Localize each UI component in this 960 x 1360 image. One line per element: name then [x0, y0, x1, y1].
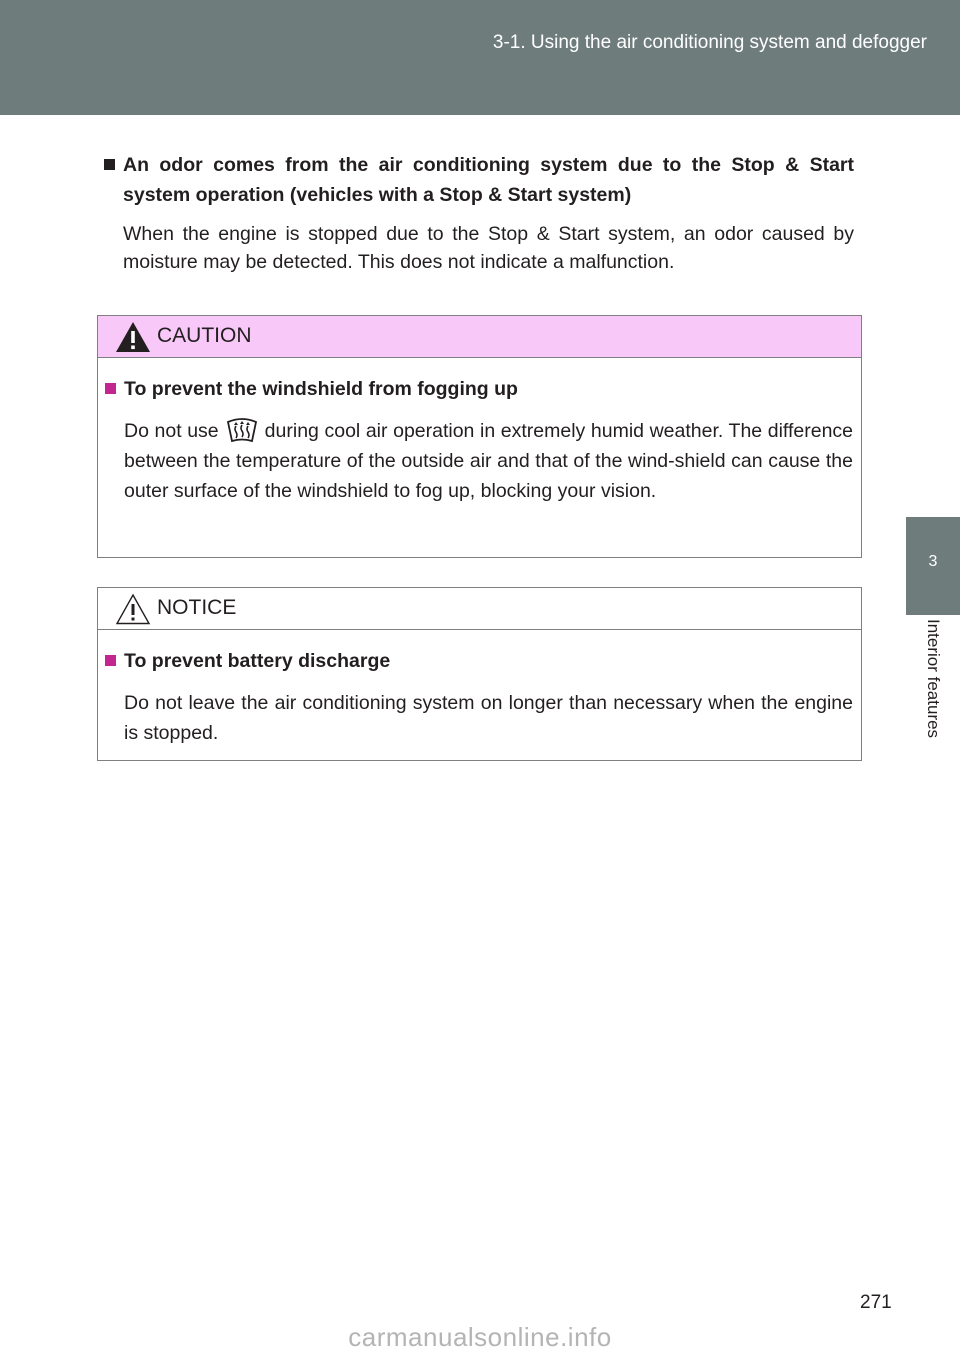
windshield-defogger-icon — [225, 418, 259, 444]
section-body: When the engine is stopped due to the Stop & Start system, an odor caused by moisture may be detected. This does not indicate a malfunction. — [123, 223, 854, 273]
notice-body — [105, 646, 853, 748]
chapter-label-area — [906, 615, 960, 780]
notice-box — [97, 587, 862, 761]
caution-text-before: Do not use — [124, 420, 219, 442]
caution-body — [105, 374, 853, 506]
square-bullet-icon — [105, 383, 116, 394]
caution-text-after: during cool air operation in extremely humid weather. The difference between the temperature of the outside air and that of the wind-shield can cause the outer surface of the windshield to fog up, blocking your vision. — [124, 420, 854, 502]
caution-label: CAUTION — [157, 324, 252, 347]
notice-label: NOTICE — [157, 596, 237, 619]
notice-header — [98, 588, 861, 630]
warning-triangle-icon — [115, 321, 151, 353]
square-bullet-icon — [104, 159, 115, 170]
chapter-tab — [906, 517, 960, 615]
caution-heading-block — [105, 374, 853, 404]
watermark: carmanualsonline.info — [348, 1322, 612, 1352]
section-heading-block — [104, 150, 854, 210]
notice-text: Do not leave the air conditioning system on longer than necessary when the engine is stopped. — [124, 692, 853, 744]
header-band — [0, 0, 960, 115]
square-bullet-icon — [105, 655, 116, 666]
main-section — [104, 150, 854, 276]
section-heading: An odor comes from the air conditioning system due to the Stop & Start system operation (vehicles with a Stop & Start system) — [123, 154, 854, 206]
chapter-label: Interior features — [924, 619, 943, 739]
notice-heading-block — [105, 646, 853, 676]
notice-heading: To prevent battery discharge — [124, 650, 391, 672]
caution-box — [97, 315, 862, 558]
caution-heading: To prevent the windshield from fogging up — [124, 378, 518, 400]
chapter-number: 3 — [928, 553, 938, 570]
page-number: 271 — [860, 1292, 892, 1313]
caution-header — [98, 316, 861, 358]
warning-triangle-outline-icon — [115, 593, 151, 625]
caution-text — [105, 416, 853, 506]
section-title: 3-1. Using the air conditioning system and defogger — [492, 32, 927, 53]
